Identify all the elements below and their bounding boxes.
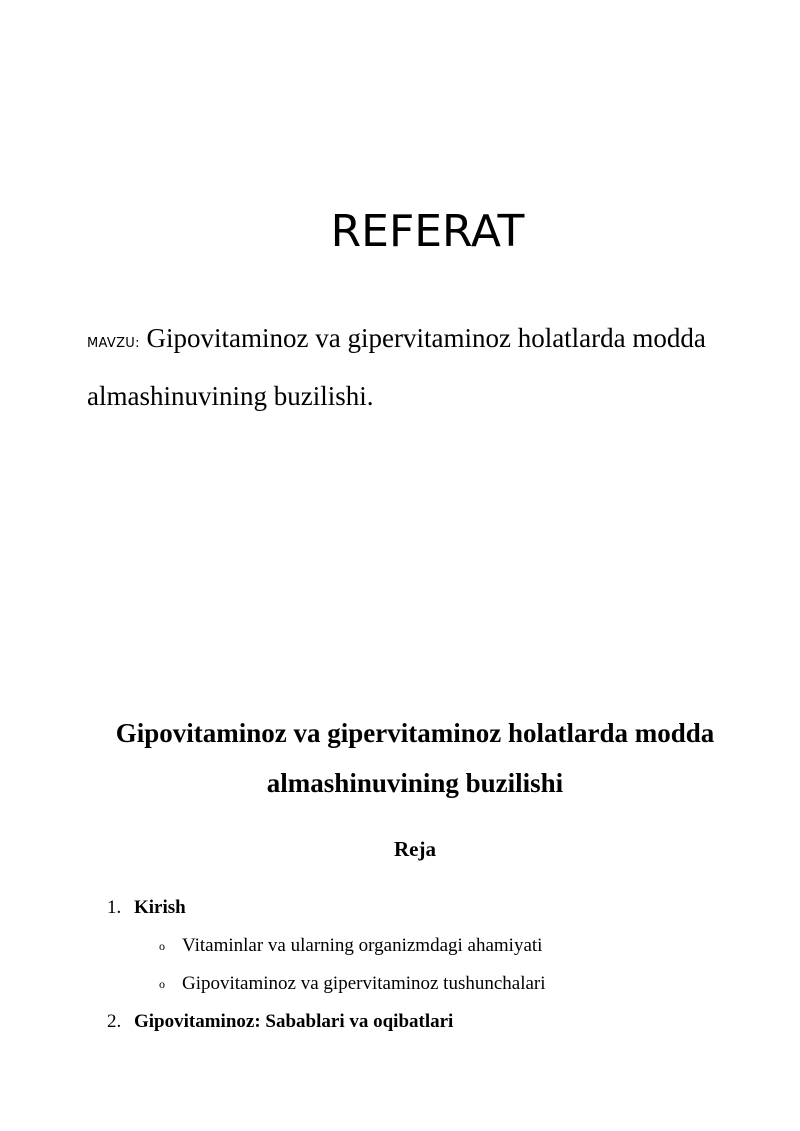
outline-item-label: Gipovitaminoz: Sabablari va oqibatlari <box>134 1011 454 1032</box>
subject-text: Gipovitaminoz va gipervitaminoz holatlarda modda almashinuvining buzilishi. <box>87 323 706 411</box>
outline-item-label: Kirish <box>134 897 186 918</box>
outline-sublist <box>107 927 767 1003</box>
cover-title: REFERAT <box>330 206 525 257</box>
outline-subitem <box>107 927 767 965</box>
main-heading: Gipovitaminoz va gipervitaminoz holatlarda modda almashinuvining buzilishi <box>115 718 715 798</box>
subject-label: MAVZU: <box>87 336 140 351</box>
outline-item-number: 1. <box>107 897 122 918</box>
outline-item-number: 2. <box>107 1011 122 1032</box>
circle-bullet-icon: o <box>159 939 165 953</box>
outline-item <box>107 893 767 1003</box>
outline-subitem-text: Vitaminlar va ularning organizmdagi ahamiyati <box>182 935 543 956</box>
subject-line <box>87 312 747 422</box>
circle-bullet-icon: o <box>159 977 165 991</box>
outline-subitem <box>107 965 767 1003</box>
outline-item <box>107 1007 767 1037</box>
plan-outline <box>107 893 767 1037</box>
outline-subitem-text: Gipovitaminoz va gipervitaminoz tushunchalari <box>182 973 546 994</box>
plan-heading: Reja <box>394 837 436 861</box>
